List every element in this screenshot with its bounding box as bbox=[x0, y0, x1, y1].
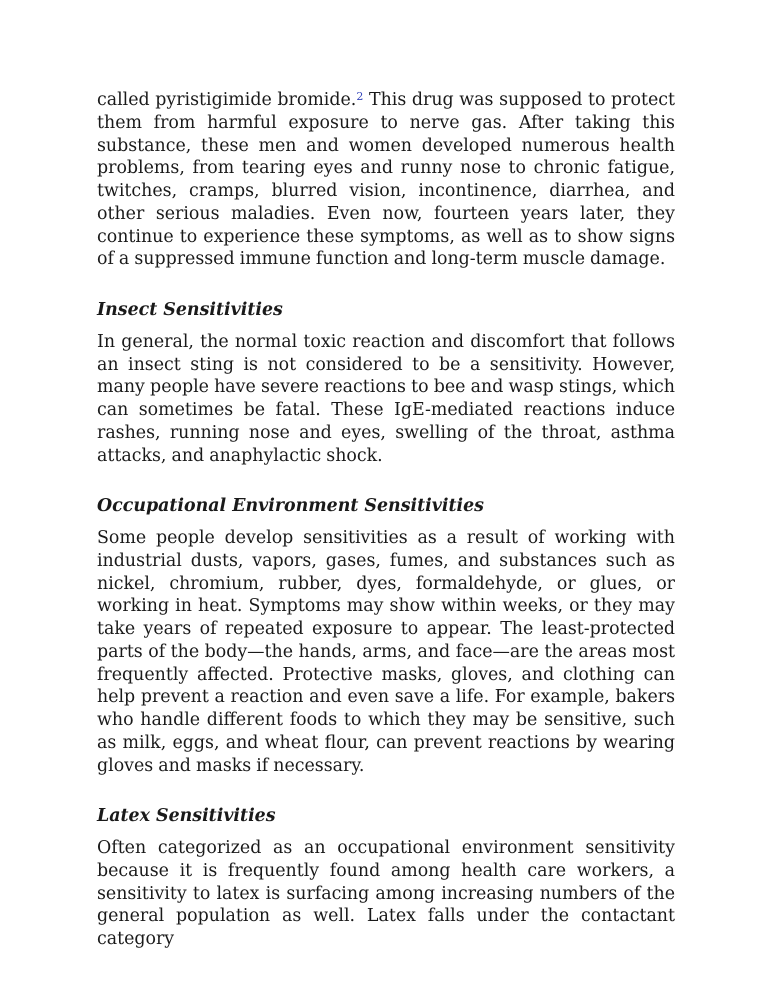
section-paragraph-occupational: Some people develop sensitivities as a result of working with industrial dusts, vapors, gases, fumes, and substances such as nickel, chromium, rubber, dyes, formaldehyde, or glues, or working in heat. Symptoms may show within weeks, or they may take years of repeated exposure to appear. The least-protected parts of the body—the hands, arms, and face—are the areas most frequently affected. Protective masks, gloves, and clothing can help prevent a reaction and even save a life. For example, bakers who handle different foods to which they may be sensitive, such as milk, eggs, and wheat flour, can prevent reactions by wearing gloves and masks if necessary. bbox=[97, 528, 675, 776]
section-paragraph-insect: In general, the normal toxic reaction and discomfort that follows an insect sting is not considered to be a sensitivity. However, many people have severe reactions to bee and wasp stings, which can sometimes be fatal. These IgE-mediated reactions induce rashes, running nose and eyes, swelling of the throat, asthma attacks, and anaphylactic shock. bbox=[97, 331, 675, 466]
document-page bbox=[97, 89, 675, 951]
intro-text-after: This drug was supposed to protect them from harmful exposure to nerve gas. After taking this substance, these men and women developed numerous health problems, from tearing eyes and runny nose to chronic fatigue, twitches, cramps, blurred vision, incontinence, diarrhea, and other serious maladies. Even now, fourteen years later, they continue to experience these symptoms, as well as to show signs of a suppressed immune function and long-term muscle damage. bbox=[97, 90, 675, 270]
section-heading-occupational: Occupational Environment Sensitivities bbox=[97, 496, 484, 517]
intro-paragraph bbox=[97, 89, 675, 271]
footnote-link[interactable]: 2 bbox=[356, 90, 364, 103]
intro-text-before: called pyristigimide bromide. bbox=[97, 90, 357, 110]
section-paragraph-latex: Often categorized as an occupational environment sensitivity because it is frequently found among health care workers, a sensitivity to latex is surfacing among increasing numbers of the general population as well. Latex falls under the contactant category bbox=[97, 838, 675, 949]
section-heading-insect: Insect Sensitivities bbox=[97, 300, 283, 320]
section-heading-latex: Latex Sensitivities bbox=[97, 806, 276, 827]
